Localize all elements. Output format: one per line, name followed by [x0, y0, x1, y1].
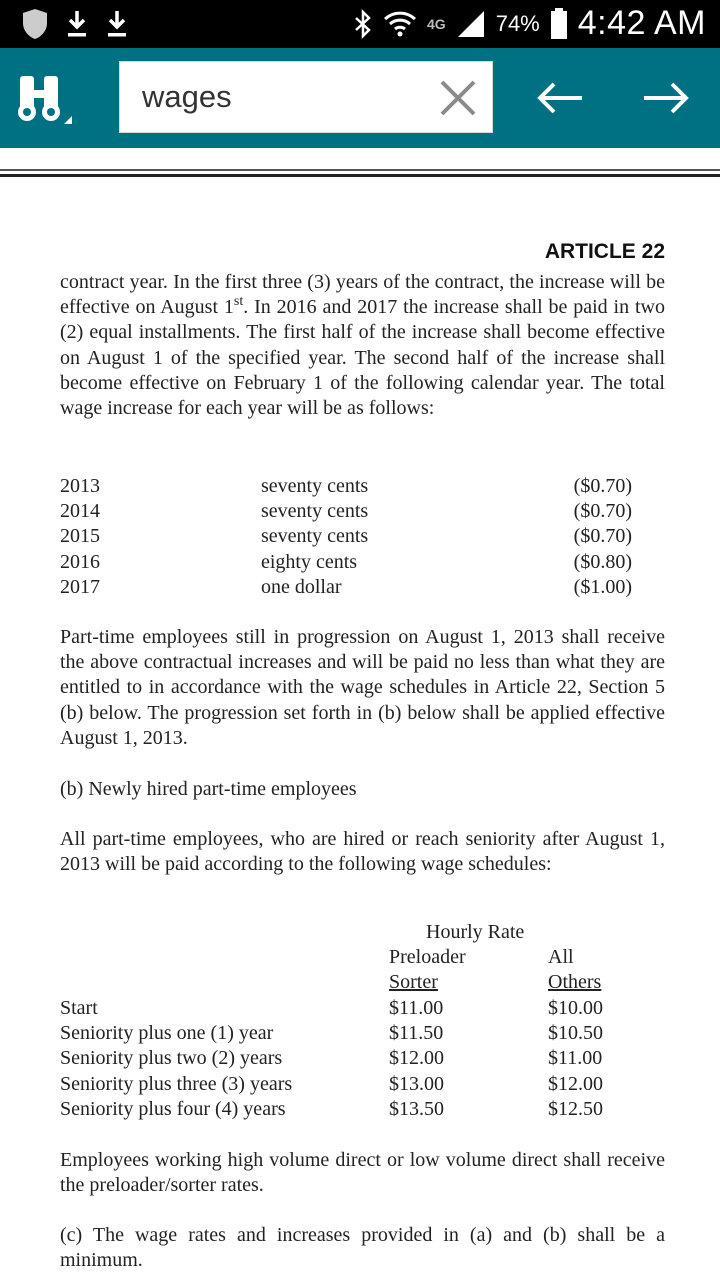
increase-year: 2015	[60, 525, 100, 548]
next-match-button[interactable]	[636, 70, 696, 126]
paragraph-text: . In 2016 and 2017 the increase shall be paid in two (2) equal installments. The first half of the increase shall become effective on August 1 of the specified year. The second half of the increase shall become effective on February 1 of the following calendar year. The total wage increase for each year will be as follows:	[60, 296, 665, 420]
preloader-rate: $12.00	[389, 1047, 444, 1070]
wage-increase-table	[60, 474, 632, 600]
paragraph	[60, 270, 665, 421]
paragraph: (c) The wage rates and increases provided in (a) and (b) shall be a minimum.	[60, 1224, 665, 1272]
rate-rows	[60, 996, 665, 1122]
column-header: Preloader	[389, 946, 466, 968]
increase-words: seventy cents	[261, 500, 369, 523]
increase-amount: ($0.70)	[573, 525, 632, 548]
binoculars-logo-icon	[16, 74, 74, 126]
paragraph-text: contract year. In the first three (3) years of the contract, the increase will be effective on August 1	[60, 271, 665, 319]
article-heading: ARTICLE 22	[544, 240, 665, 263]
others-rate: $10.00	[548, 997, 603, 1019]
increase-year: 2013	[60, 475, 100, 497]
download-icon	[106, 9, 128, 39]
increase-year: 2014	[60, 500, 100, 523]
bluetooth-icon	[353, 9, 373, 39]
increase-year: 2016	[60, 550, 100, 573]
search-toolbar	[0, 48, 720, 148]
increase-words: eighty cents	[261, 550, 358, 573]
table-row	[60, 499, 632, 524]
table-row	[60, 550, 632, 575]
seniority-step: Seniority plus four (4) years	[60, 1097, 286, 1120]
increase-words: seventy cents	[261, 475, 369, 497]
table-row	[60, 1021, 665, 1046]
others-rate: $12.00	[548, 1072, 603, 1095]
increase-words: seventy cents	[261, 525, 369, 548]
network-type-label: 4G	[427, 15, 446, 32]
page-divider	[0, 174, 720, 177]
table-row	[60, 524, 632, 549]
battery-percent: 74%	[495, 10, 540, 36]
preloader-rate: $11.00	[389, 997, 444, 1019]
increase-amount: ($0.70)	[573, 475, 632, 497]
ordinal-suffix: st	[233, 294, 244, 310]
table-row	[60, 474, 632, 499]
download-icon	[66, 9, 88, 39]
increase-amount: ($0.80)	[573, 550, 632, 573]
preloader-rate: $13.00	[389, 1072, 444, 1095]
paragraph: (b) Newly hired part-time employees	[60, 778, 357, 800]
seniority-step: Seniority plus two (2) years	[60, 1047, 283, 1070]
others-rate: $12.50	[548, 1097, 603, 1120]
signal-icon	[456, 9, 486, 39]
page-divider	[0, 169, 720, 171]
increase-amount: ($1.00)	[573, 575, 632, 598]
preloader-rate: $13.50	[389, 1097, 444, 1120]
previous-match-button[interactable]	[530, 70, 590, 126]
column-header: Sorter	[389, 971, 438, 993]
increase-year: 2017	[60, 575, 100, 598]
status-bar	[0, 0, 720, 48]
preloader-rate: $11.50	[389, 1022, 444, 1045]
paragraph: Employees working high volume direct or low volume direct shall receive the preloader/sorter rates.	[60, 1149, 665, 1197]
wifi-icon	[383, 9, 417, 39]
others-rate: $10.50	[548, 1022, 603, 1045]
clock: 4:42 AM	[577, 4, 706, 42]
others-rate: $11.00	[548, 1047, 603, 1070]
search-input[interactable]	[119, 61, 493, 133]
column-header: Others	[548, 971, 602, 993]
seniority-step: Seniority plus three (3) years	[60, 1072, 293, 1095]
paragraph: All part-time employees, who are hired or reach seniority after August 1, 2013 will be paid according to the following wage schedules:	[60, 828, 665, 876]
table-row	[60, 575, 632, 600]
table-row	[60, 1046, 665, 1071]
seniority-step: Seniority plus one (1) year	[60, 1022, 274, 1045]
table-row	[60, 996, 665, 1021]
increase-amount: ($0.70)	[573, 500, 632, 523]
table-row	[60, 1072, 665, 1097]
clear-search-button[interactable]	[434, 74, 482, 122]
rate-table-title: Hourly Rate	[426, 921, 525, 943]
seniority-step: Start	[60, 997, 98, 1019]
battery-icon	[550, 8, 568, 40]
shield-icon	[22, 8, 48, 40]
column-header: All	[548, 946, 574, 968]
table-row	[60, 1097, 665, 1122]
search-query-text[interactable]: wages	[142, 79, 232, 114]
increase-words: one dollar	[261, 575, 342, 598]
paragraph: Part-time employees still in progression on August 1, 2013 shall receive the above contractual increases and will be paid no less than what they are entitled to in accordance with the wage schedules in Article 22, Section 5 (b) below. The progression set forth in (b) below shall be applied effective August 1, 2013.	[60, 626, 665, 749]
